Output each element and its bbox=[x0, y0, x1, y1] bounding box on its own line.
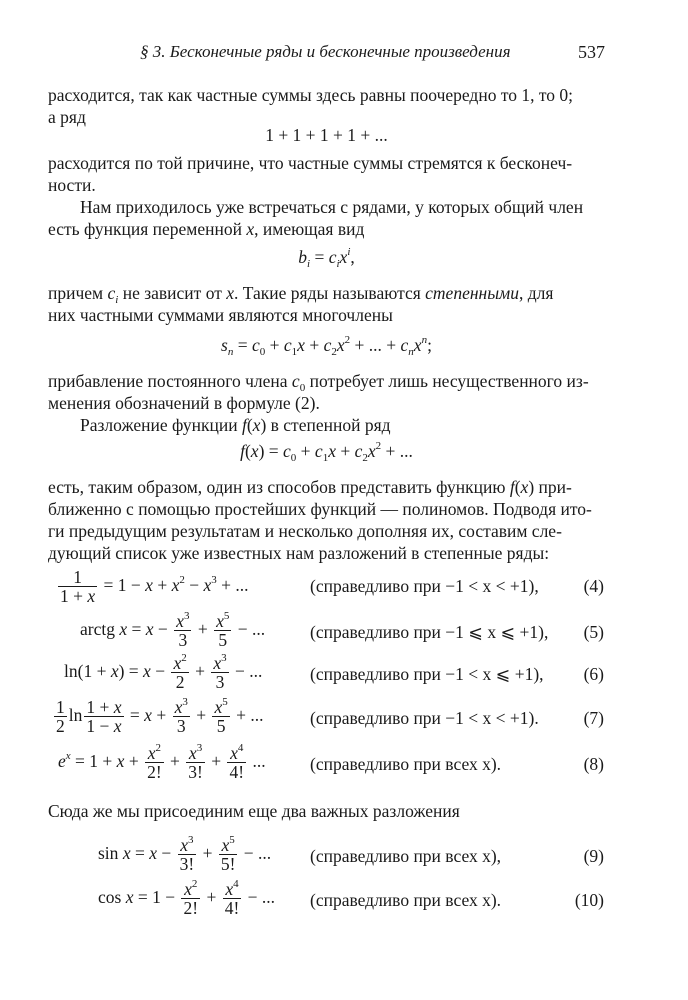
equation-ones: 1 + 1 + 1 + 1 + ... bbox=[265, 125, 388, 145]
text-line: расходится по той причине, что частные суммы стремятся к бесконеч- bbox=[48, 153, 573, 173]
condition-7: (справедливо при −1 < x < +1). bbox=[310, 708, 539, 728]
equation-number-9: (9) bbox=[583, 846, 604, 866]
text-line: есть функция переменной x, имеющая вид bbox=[48, 219, 365, 239]
text-line: ности. bbox=[48, 175, 96, 195]
condition-5: (справедливо при −1 ⩽ x ⩽ +1), bbox=[310, 622, 549, 642]
text-line: а ряд bbox=[48, 107, 86, 127]
page-number: 537 bbox=[578, 42, 605, 62]
text-line: причем $c_i$ не зависит от x. Такие ряды называются степенными, для bbox=[48, 283, 554, 306]
condition-6: (справедливо при −1 < x ⩽ +1), bbox=[310, 664, 544, 684]
text-line: них частными суммами являются многочлены bbox=[48, 305, 393, 325]
text-line: прибавление постоянного члена $c_0$ потребует лишь несущественного из- bbox=[48, 371, 589, 394]
section-title: § 3. Бесконечные ряды и бесконечные произведения bbox=[140, 42, 511, 61]
equation-number-10: (10) bbox=[574, 890, 604, 910]
text-line: Сюда же мы присоединим еще два важных разложения bbox=[48, 801, 460, 821]
equation-number-4: (4) bbox=[583, 576, 604, 596]
text-line: дующий список уже известных нам разложений в степенные ряды: bbox=[48, 543, 550, 563]
text-line: ги предыдущим результатам и несколько дополняя их, составим сле- bbox=[48, 521, 562, 541]
equation-f-x: $f(x) = c_0 + c_1x + c_2x^2$ + ... bbox=[240, 440, 413, 464]
running-header bbox=[140, 42, 605, 62]
condition-9: (справедливо при всех x), bbox=[310, 846, 502, 866]
book-page: § 3. Бесконечные ряды и бесконечные произведения 537 расходится, так как частные суммы здесь равны поочередно то 1, то 0; а ряд 1 + 1 + 1 + 1 + ... расходится по той причине, что частные суммы стремятся к бесконеч- ности. Нам приходилось уже встречаться с рядами, у которых общий член есть функция переменной x, имеющая вид $b_i = c_ix^i$, причем $c_i$ не зависит от x. Такие ряды называются степенными, для них частными суммами являются многочлены $s_n = c_0 + c_1x + c_2x^2$ + ... + $c_nx^n$; прибавление постоянного члена $c_0$ потребует лишь несущественного из- менения обозначений в формуле (2). Разложение функции f(x) в степенной ряд $f(x) = c_0 + c_1x + c_2x^2$ + ... есть, таким образом, один из способов представить функцию f(x) при- ближенно с помощью простейших функций — полиномов. Подводя ито- ги предыдущим результатам и несколько дополняя их, составим сле- дующий список уже известных нам разложений в степенные ряды: $\frac{1}{1 + x}$ = $1 - x + x^2 - x^3$ + ... (справедливо при −1 < x < +1), (4) arctg x = x − $\frac{x^3}{3}$ + $\frac{x^5}{5}$ − ... (справедливо при −1 ⩽ x ⩽ +1), (5) ln(1 + x) = x − $\frac{x^2}{2}$ + $\frac{x^3}{3}$ − ... (справедливо при −1 < x ⩽ +1), (6) $\frac{1}{2}$ ln $\frac{1 + x}{1 - x}$ = x + $\frac{x^3}{3}$ + $\frac{x^5}{5}$ + ... (справедливо при −1 < x < +1). (7) $e^x = 1 + x$ + $\frac{x^2}{2!}$ + $\frac{x^3}{3!}$ + $\frac{x^4}{4!}$ ... (справедливо при всех x). (8) Сюда же мы присоединим еще два важных разложения sin x = x − $\frac{x^3}{3!}$ + $\frac{x^5}{5!}$ − ... (справедливо при всех x), (9) cos x = 1 − $\frac{x^2}{2!}$ + $\frac{x^4}{4!}$ − ... (справедливо при всех x). (10) bbox=[48, 42, 605, 919]
equation-number-7: (7) bbox=[583, 708, 604, 728]
text-line: менения обозначений в формуле (2). bbox=[48, 393, 320, 413]
condition-4: (справедливо при −1 < x < +1), bbox=[310, 576, 539, 596]
equation-number-6: (6) bbox=[583, 664, 604, 684]
equation-number-8: (8) bbox=[583, 754, 604, 774]
text-line: есть, таким образом, один из способов представить функцию f(x) при- bbox=[48, 477, 572, 497]
equation-s-n: $s_n = c_0 + c_1x + c_2x^2$ + ... + $c_nx^n$; bbox=[221, 334, 432, 358]
equation-number-5: (5) bbox=[583, 622, 604, 642]
text-line: Разложение функции f(x) в степенной ряд bbox=[80, 415, 391, 435]
equation-b-i: $b_i = c_ix^i$, bbox=[298, 246, 355, 270]
text-line: Нам приходилось уже встречаться с рядами, у которых общий член bbox=[80, 197, 584, 217]
condition-8: (справедливо при всех x). bbox=[310, 754, 502, 774]
condition-10: (справедливо при всех x). bbox=[310, 890, 502, 910]
text-line: расходится, так как частные суммы здесь равны поочередно то 1, то 0; bbox=[48, 85, 574, 105]
text-line: ближенно с помощью простейших функций — полиномов. Подводя ито- bbox=[48, 499, 592, 519]
